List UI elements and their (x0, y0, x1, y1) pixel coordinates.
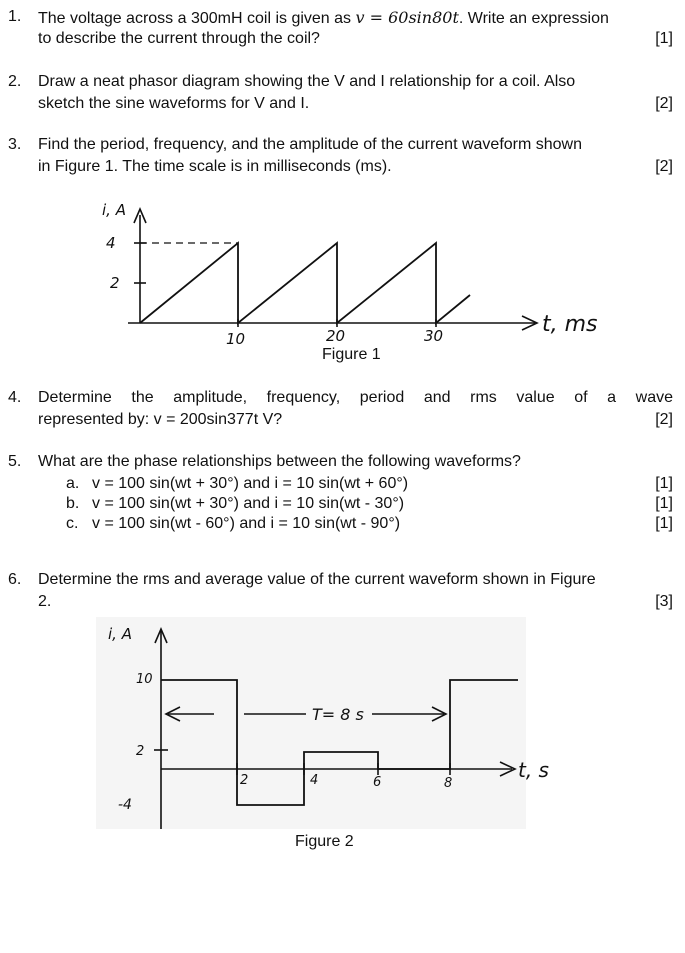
y-tick-label: 10 (136, 672, 153, 687)
x-tick-label: 30 (424, 327, 444, 345)
marks: [1] (655, 515, 673, 532)
y-tick-label: 2 (110, 274, 120, 292)
question-text-line2: represented by: v = 200sin377t V? (38, 411, 283, 428)
part-text: v = 100 sin(wt - 60°) and i = 10 sin(wt - 90°) (92, 515, 401, 532)
question-text-line1: The voltage across a 300mH coil is given as v = 60sin80t. Write an expression (38, 8, 609, 27)
figure-2-square-wave (0, 617, 685, 832)
question-text-line1: Determine the amplitude, frequency, period and rms value of a wave (38, 389, 673, 406)
marks: [1] (655, 30, 673, 47)
marks: [1] (655, 495, 673, 512)
x-tick-label: 6 (373, 775, 382, 790)
y-axis-label: i, A (108, 625, 132, 643)
marks: [1] (655, 475, 673, 492)
figure-1-caption: Figure 1 (322, 346, 381, 363)
question-number: 2. (8, 73, 22, 90)
x-axis-label: t, s (518, 758, 549, 782)
marks: [2] (655, 95, 673, 112)
marks: [2] (655, 411, 673, 428)
question-text-line2: sketch the sine waveforms for V and I. (38, 95, 310, 112)
period-label: T= 8 s (312, 705, 364, 724)
question-number: 5. (8, 453, 22, 470)
x-tick-label: 2 (240, 773, 249, 788)
question-text-line1: What are the phase relationships between the following waveforms? (38, 453, 521, 470)
part-text: v = 100 sin(wt + 30°) and i = 10 sin(wt - 30°) (92, 495, 405, 512)
x-tick-label: 10 (226, 330, 246, 348)
y-axis-label: i, A (102, 201, 126, 219)
question-text-line2: in Figure 1. The time scale is in milliseconds (ms). (38, 158, 392, 175)
x-axis-label: t, ms (542, 312, 598, 337)
sawtooth-waveform (140, 243, 470, 323)
question-number: 1. (8, 8, 22, 25)
x-tick-label: 8 (444, 776, 453, 791)
x-tick-label: 20 (326, 327, 346, 345)
x-tick-label: 4 (310, 773, 319, 788)
part-label: c. (66, 515, 79, 532)
question-text-line1: Find the period, frequency, and the amplitude of the current waveform shown (38, 136, 583, 153)
part-label: a. (66, 475, 80, 492)
question-number: 6. (8, 571, 22, 588)
y-tick-label: -4 (118, 797, 132, 813)
figure-2-caption: Figure 2 (295, 833, 354, 850)
equation: v = 60sin80t (355, 8, 459, 27)
question-number: 3. (8, 136, 22, 153)
marks: [3] (655, 593, 673, 610)
marks: [2] (655, 158, 673, 175)
part-label: b. (66, 495, 80, 512)
question-number: 4. (8, 389, 22, 406)
part-text: v = 100 sin(wt + 30°) and i = 10 sin(wt + 60°) (92, 475, 409, 492)
question-text-line1: Determine the rms and average value of the current waveform shown in Figure (38, 571, 596, 588)
y-tick-label: 4 (106, 234, 116, 252)
y-tick-label: 2 (136, 744, 145, 759)
question-text-line2: to describe the current through the coil? (38, 30, 320, 47)
question-text-line2: 2. (38, 593, 52, 610)
question-text-line1: Draw a neat phasor diagram showing the V and I relationship for a coil. Also (38, 73, 576, 90)
